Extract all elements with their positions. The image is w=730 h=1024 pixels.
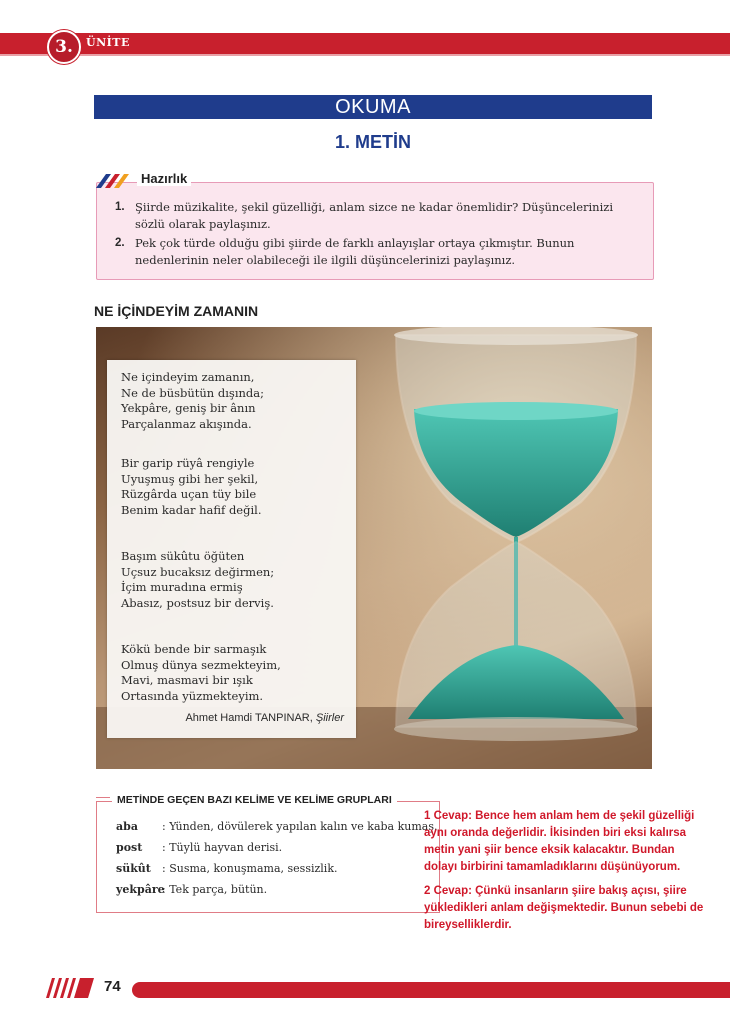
vocabulary-meaning: : Susma, konuşmama, sessizlik. — [162, 862, 338, 875]
poem-author: Ahmet Hamdi TANPINAR, — [185, 712, 313, 724]
hazirlik-item-text: Pek çok türde olduğu gibi şiirde de farklı anlayışlar ortaya çıkmıştır. Bunun nedenlerinin neler olabileceği ile ilgili düşüncelerinizi paylaşınız. — [135, 236, 575, 267]
vocabulary-entry — [116, 862, 337, 875]
poem-line: Rüzgârda uçan tüy bile — [121, 487, 257, 501]
vocabulary-word: sükût — [116, 862, 151, 875]
answer-line: aynı oranda değerlidir. İkisinden biri eksi kalırsa — [424, 827, 687, 839]
answer-line: yükledikleri anlam değişmektedir. Bunun sebebi de — [424, 902, 704, 914]
unit-label: ÜNİTE — [86, 36, 130, 49]
vocabulary-title: METİNDE GEÇEN BAZI KELİME VE KELİME GRUPLARI — [112, 794, 397, 806]
poem-line: Bir garip rüyâ rengiyle — [121, 456, 255, 470]
vocabulary-word: aba — [116, 820, 138, 833]
answer-1 — [424, 808, 694, 876]
hazirlik-label: Hazırlık — [137, 171, 191, 186]
poem-line: İçim muradına ermiş — [121, 580, 243, 594]
vocabulary-entry — [116, 883, 267, 896]
answer-line: metin yani şiir bence eksik kalacaktır. Bundan — [424, 844, 675, 856]
poem-line: Başım sükûtu öğüten — [121, 549, 245, 563]
poem-line: Olmuş dünya sezmekteyim, — [121, 657, 281, 672]
vocabulary-title-rule — [96, 797, 110, 798]
vocabulary-entry — [116, 820, 437, 833]
poem-stanza-2 — [121, 456, 261, 518]
answer-line: 2 Cevap: Çünkü insanların şiire bakış açısı, şiire — [424, 885, 687, 897]
poem-title: NE İÇİNDEYİM ZAMANIN — [94, 303, 259, 319]
vocabulary-word: yekpâre — [116, 883, 165, 896]
poem-line: Ne de büsbütün dışında; — [121, 385, 264, 400]
poem-line: Ortasında yüzmekteyim. — [121, 688, 264, 703]
poem-line: Yekpâre, geniş bir ânın — [121, 401, 256, 415]
answer-line: bireyselliklerdir. — [424, 919, 512, 931]
poem-line: Benim kadar hafif değil. — [121, 502, 262, 517]
hazirlik-item-1 — [115, 199, 640, 232]
vocabulary-meaning: : Tüylü hayvan derisi. — [162, 841, 283, 854]
hazirlik-item-2 — [115, 235, 640, 268]
poem-line: Parçalanmaz akışında. — [121, 416, 252, 431]
hazirlik-box — [96, 182, 654, 280]
unit-number-badge: 3. — [47, 30, 81, 64]
hazirlik-item-text: Şiirde müzikalite, şekil güzelliği, anlam sizce ne kadar önemlidir? Düşüncelerinizi sözlü olarak paylaşınız. — [135, 200, 614, 231]
poem-stanza-3 — [121, 549, 274, 611]
answer-line: 1 Cevap: Bence hem anlam hem de şekil güzelliği — [424, 810, 695, 822]
unit-header-underline — [0, 54, 730, 56]
hazirlik-item-number: 1. — [115, 201, 125, 213]
poem-stanza-4 — [121, 642, 281, 704]
hazirlik-item-number: 2. — [115, 237, 125, 249]
poem-source: Şiirler — [315, 712, 344, 724]
vocabulary-word: post — [116, 841, 143, 854]
text-title: 1. METİN — [334, 132, 411, 152]
answer-2 — [424, 883, 703, 934]
answer-line: dolayı birbirini tamamladıklarını düşünüyorum. — [424, 861, 681, 873]
poem-line: Uyuşmuş gibi her şekil, — [121, 471, 259, 486]
page-number: 74 — [104, 978, 121, 995]
footer-band — [132, 982, 730, 998]
poem-line: Mavi, masmavi bir ışık — [121, 673, 253, 687]
poem-stanza-1 — [121, 370, 264, 432]
poem-line: Ne içindeyim zamanın, — [121, 370, 255, 384]
poem-attribution — [185, 712, 344, 724]
footer-stripes-icon — [42, 978, 98, 998]
poem-line: Kökü bende bir sarmaşık — [121, 642, 267, 656]
poem-line: Abasız, postsuz bir derviş. — [121, 595, 274, 610]
vocabulary-meaning: : Yünden, dövülerek yapılan kalın ve kaba kumaş. — [162, 820, 438, 833]
vocabulary-entry — [116, 841, 282, 854]
poem-card — [107, 360, 356, 738]
poem-line: Uçsuz bucaksız değirmen; — [121, 564, 275, 579]
section-heading: OKUMA — [94, 95, 652, 119]
vocabulary-box — [96, 801, 440, 913]
vocabulary-meaning: : Tek parça, bütün. — [162, 883, 268, 896]
hazirlik-stripes-icon — [94, 170, 134, 190]
